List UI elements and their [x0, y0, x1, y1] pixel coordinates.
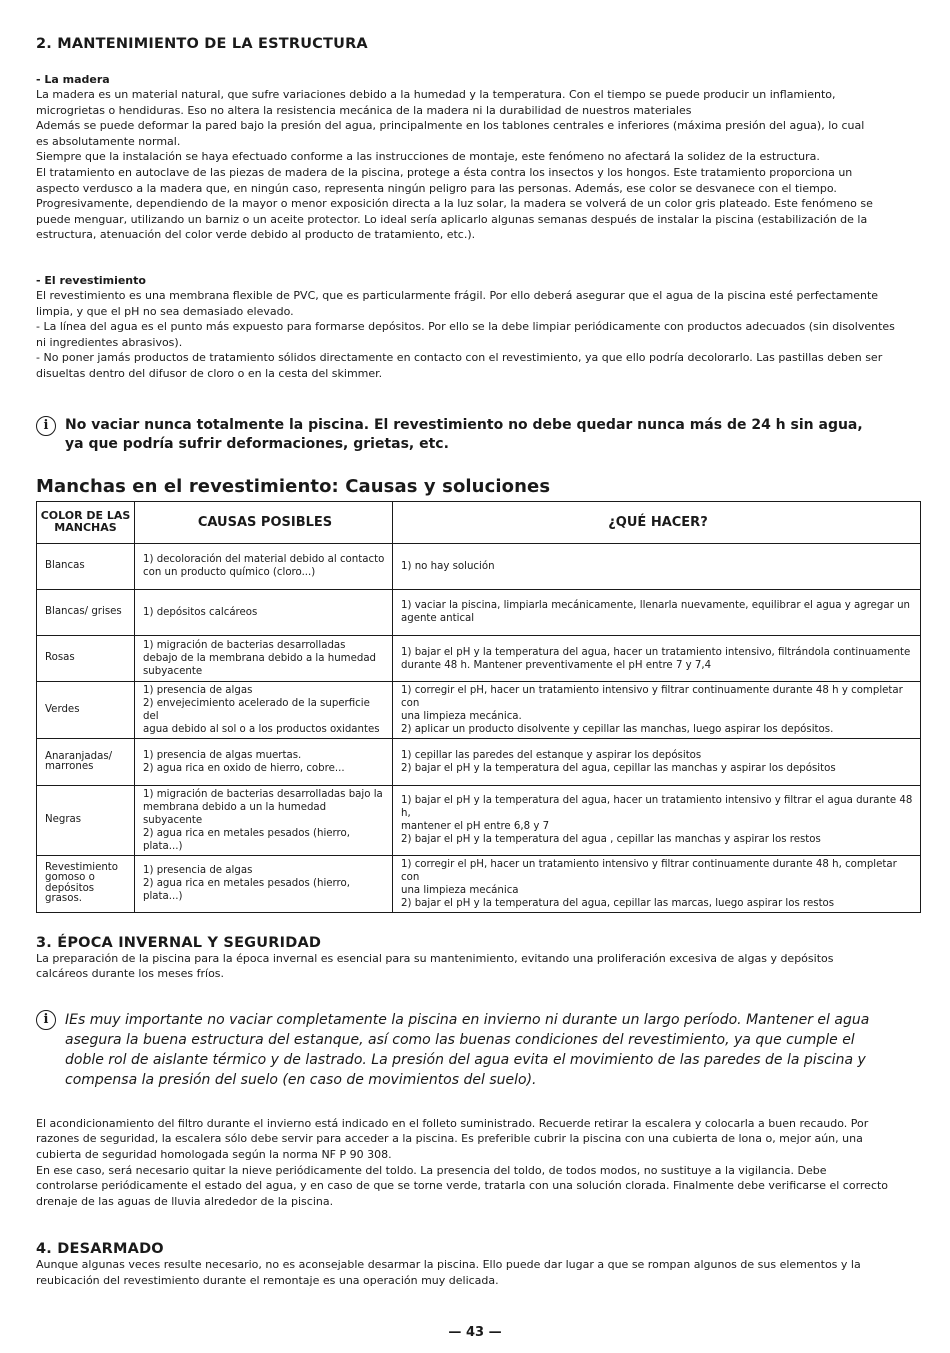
header-causes: CAUSAS POSIBLES — [135, 501, 393, 543]
cell-line: 2) envejecimiento acelerado de la superficie del — [143, 698, 370, 723]
cell-line: 1) corregir el pH, hacer un tratamiento intensivo y filtrar continuamente durante 48 h y completar con — [401, 685, 903, 710]
text-line: controlarse periódicamente el estado del agua, y en caso de que se torne verde, tratarla con una solución clorada. Finalmente debe verificarse el correcto — [36, 1179, 889, 1193]
text-line: El revestimiento es una membrana flexible de PVC, que es particularmente frágil. Por ello deberá asegurar que el agua de la piscina esté perfectamente — [36, 288, 879, 302]
section-3-body — [36, 1116, 919, 1210]
cell-color — [37, 543, 135, 589]
table-row — [37, 785, 921, 855]
cell-line: 1) bajar el pH y la temperatura del agua, hacer un tratamiento intensivo, filtrándola continuamente — [401, 646, 911, 658]
cell-line: 1) presencia de algas — [143, 865, 253, 877]
text-line: Progresivamente, dependiendo de la mayor o menor exposición directa a la luz solar, la madera se volverá de un color gris plateado. Este fenómeno se — [36, 197, 873, 211]
cell-actions — [393, 543, 921, 589]
text-line: La preparación de la piscina para la época invernal es esencial para su mantenimiento, evitando una proliferación excesiva de algas y depósitos — [36, 951, 834, 965]
cell-causes — [135, 682, 393, 739]
table-row — [37, 589, 921, 635]
text-line: Además se puede deformar la pared bajo la presión del agua, principalmente en los tablones centrales e inferiores (máxima presión del agua), lo cual — [36, 119, 865, 133]
cell-line: debajo de la membrana debido a la humedad — [143, 653, 377, 665]
wood-text — [36, 87, 919, 243]
cell-causes — [135, 543, 393, 589]
section-3-title: 3. ÉPOCA INVERNAL Y SEGURIDAD — [36, 934, 322, 951]
text-line: disueltas dentro del difusor de cloro o en la cesta del skimmer. — [36, 366, 383, 380]
text-line: - No poner jamás productos de tratamiento sólidos directamente en contacto con el revestimiento, ya que ello podría decolorarlo. Las pastillas deben ser — [36, 351, 883, 365]
cell-line: 1) bajar el pH y la temperatura del agua, hacer un tratamiento intensivo y filtrar el agua durante 48 h, — [401, 795, 913, 820]
text-line: es absolutamente normal. — [36, 134, 181, 148]
cell-line: 1) presencia de algas muertas. — [143, 750, 302, 762]
section-2-title: 2. MANTENIMIENTO DE LA ESTRUCTURA — [36, 36, 368, 52]
cell-line: una limpieza mecánica. — [401, 711, 522, 723]
cell-line: una limpieza mecánica — [401, 884, 519, 896]
cell-line: 2) agua rica en oxido de hierro, cobre... — [143, 763, 345, 775]
cell-line: 1) presencia de algas — [143, 685, 253, 697]
table-header-row — [37, 501, 921, 543]
cell-line: 2) bajar el pH y la temperatura del agua, cepillar las marcas, luego aspirar los restos — [401, 897, 835, 909]
cell-line: 2) agua rica en metales pesados (hierro, plata...) — [143, 827, 350, 852]
cell-line: 1) migración de bacterias desarrolladas bajo la — [143, 788, 383, 800]
cell-line: con un producto químico (cloro...) — [143, 567, 316, 579]
cell-line: Revestimiento — [45, 861, 119, 873]
text-line: IEs muy importante no vaciar completamente la piscina en invierno ni durante un largo período. Mantener el agua — [65, 1011, 870, 1028]
cell-line: grasos. — [45, 893, 82, 905]
cell-actions — [393, 682, 921, 739]
cell-causes — [135, 636, 393, 682]
cell-actions — [393, 739, 921, 785]
header-line: COLOR DE LAS — [40, 509, 131, 522]
cell-causes — [135, 589, 393, 635]
text-line: - La línea del agua es el punto más expuesto para formarse depósitos. Por ello se la debe limpiar periódicamente con productos adecuados (sin disolventes — [36, 320, 895, 334]
cell-line: 1) depósitos calcáreos — [143, 606, 258, 618]
page-number: — 43 — — [448, 1325, 502, 1340]
cell-line: membrana debido a un la humedad subyacente — [143, 801, 327, 826]
cell-line: Blancas/ grises — [45, 606, 122, 618]
cell-line: Verdes — [45, 704, 80, 716]
cell-line: agua debido al sol o a los productos oxidantes — [143, 724, 380, 736]
liner-heading: - El revestimiento — [36, 273, 146, 287]
cell-line: Blancas — [45, 559, 85, 571]
cell-actions — [393, 636, 921, 682]
cell-line: 2) bajar el pH y la temperatura del agua, cepillar las manchas y aspirar los depósitos — [401, 763, 836, 775]
info-circle-icon: i — [36, 416, 56, 436]
section-3-intro — [36, 951, 919, 982]
cell-line: marrones — [45, 761, 94, 773]
cell-color — [37, 682, 135, 739]
info-circle-icon: i — [36, 1010, 56, 1030]
cell-actions — [393, 785, 921, 855]
header-actions: ¿QUÉ HACER? — [393, 501, 921, 543]
cell-line: subyacente — [143, 666, 203, 678]
text-line: drenaje de las aguas de lluvia alrededor de la piscina. — [36, 1194, 334, 1208]
warning-note — [36, 416, 919, 454]
wood-heading: - La madera — [36, 73, 110, 86]
cell-actions — [393, 589, 921, 635]
liner-text — [36, 288, 919, 382]
text-line: No vaciar nunca totalmente la piscina. El revestimiento no debe quedar nunca más de 24 h sin agua, — [65, 416, 863, 433]
text-line: En ese caso, será necesario quitar la nieve periódicamente del toldo. La presencia del toldo, de todos modos, no sustituye a la vigilancia. Debe — [36, 1163, 827, 1177]
winter-note — [36, 1010, 919, 1090]
cell-line: gomoso o — [45, 872, 95, 884]
header-line: MANCHAS — [54, 521, 117, 534]
text-line: Aunque algunas veces resulte necesario, no es aconsejable desarmar la piscina. Ello puede dar lugar a que se rompan algunos de sus elementos y la — [36, 1258, 861, 1272]
table-row — [37, 739, 921, 785]
text-line: Siempre que la instalación se haya efectuado conforme a las instrucciones de montaje, este fenómeno no afectará la solidez de la estructura. — [36, 150, 820, 164]
cell-line: 1) vaciar la piscina, limpiarla mecánicamente, llenarla nuevamente, equilibrar el agua y agregar un — [401, 600, 910, 612]
cell-color — [37, 636, 135, 682]
header-color — [37, 501, 135, 543]
cell-line: 2) bajar el pH y la temperatura del agua , cepillar las manchas y aspirar los restos — [401, 834, 821, 846]
text-line: doble rol de aislante térmico y de lastrado. La presión del agua evita el movimiento de las paredes de la piscina y — [65, 1051, 866, 1068]
text-line: asegura la buena estructura del estanque, así como las buenas condiciones del revestimiento, ya que cumple el — [65, 1031, 855, 1048]
cell-causes — [135, 855, 393, 912]
cell-line: 2) aplicar un producto disolvente y cepillar las manchas, luego aspirar los depósitos. — [401, 724, 834, 736]
text-line: El acondicionamiento del filtro durante el invierno está indicado en el folleto suministrado. Recuerde retirar la escalera y colocarla a buen recaudo. Por — [36, 1116, 869, 1130]
cell-line: 1) migración de bacterias desarrolladas — [143, 640, 346, 652]
table-row — [37, 543, 921, 589]
text-line: puede menguar, utilizando un barniz o un aceite protector. Lo ideal sería aplicarlo algunas semanas después de instalar la piscina (estabilización de la — [36, 212, 868, 226]
warning-text — [65, 416, 863, 454]
text-line: ya que podría sufrir deformaciones, grietas, etc. — [65, 435, 449, 452]
wood-block — [36, 72, 919, 243]
document-page — [36, 36, 919, 1289]
text-line: aspecto verdusco a la madera que, en ningún caso, representa ningún peligro para las personas. Además, ese color se desvanece con el tiempo. — [36, 181, 837, 195]
text-line: limpia, y que el pH no sea demasiado elevado. — [36, 304, 294, 318]
cell-line: Negras — [45, 813, 82, 825]
cell-line: 1) cepillar las paredes del estanque y aspirar los depósitos — [401, 750, 702, 762]
cell-color — [37, 855, 135, 912]
cell-line: Rosas — [45, 652, 75, 664]
cell-line: 1) corregir el pH, hacer un tratamiento intensivo y filtrar continuamente durante 48 h, completar con — [401, 858, 897, 883]
text-line: microgrietas o hendiduras. Eso no altera la resistencia mecánica de la madera ni la durabilidad de nuestros materiales — [36, 103, 692, 117]
liner-block — [36, 273, 919, 382]
table-row — [37, 855, 921, 912]
text-line: razones de seguridad, la escalera sólo debe servir para acceder a la piscina. Es preferible cubrir la piscina con una cubierta de lona o, mejor aún, una — [36, 1132, 863, 1146]
cell-color — [37, 739, 135, 785]
section-4-body — [36, 1257, 919, 1288]
cell-actions — [393, 855, 921, 912]
cell-line: 1) decoloración del material debido al contacto — [143, 554, 385, 566]
cell-line: depósitos — [45, 882, 95, 894]
text-line: reubicación del revestimiento durante el remontaje es una operación muy delicada. — [36, 1274, 499, 1288]
text-line: calcáreos durante los meses fríos. — [36, 967, 225, 981]
cell-line: durante 48 h. Mantener preventivamente el pH entre 7 y 7,4 — [401, 659, 712, 671]
table-row — [37, 636, 921, 682]
cell-line: agente antical — [401, 613, 475, 625]
cell-line: 2) agua rica en metales pesados (hierro, plata...) — [143, 878, 350, 903]
cell-line: mantener el pH entre 6,8 y 7 — [401, 821, 550, 833]
section-4-title: 4. DESARMADO — [36, 1241, 164, 1258]
cell-line: 1) no hay solución — [401, 560, 495, 572]
table-row — [37, 682, 921, 739]
winter-note-text — [65, 1010, 869, 1090]
cell-color — [37, 785, 135, 855]
cell-line: Anaranjadas/ — [45, 750, 113, 762]
text-line: compensa la presión del suelo (en caso de movimientos del suelo). — [65, 1071, 537, 1088]
text-line: ni ingredientes abrasivos). — [36, 335, 183, 349]
cell-color — [37, 589, 135, 635]
text-line: cubierta de seguridad homologada según la norma NF P 90 308. — [36, 1148, 392, 1162]
cell-causes — [135, 785, 393, 855]
stains-table — [36, 501, 921, 913]
stains-table-title: Manchas en el revestimiento: Causas y soluciones — [36, 475, 551, 497]
text-line: estructura, atenuación del color verde debido al producto de tratamiento, etc.). — [36, 228, 476, 242]
text-line: La madera es un material natural, que sufre variaciones debido a la humedad y la temperatura. Con el tiempo se puede producir un inflamiento, — [36, 88, 836, 101]
text-line: El tratamiento en autoclave de las piezas de madera de la piscina, protege a ésta contra los insectos y los hongos. Este tratamiento proporciona un — [36, 165, 853, 179]
cell-causes — [135, 739, 393, 785]
